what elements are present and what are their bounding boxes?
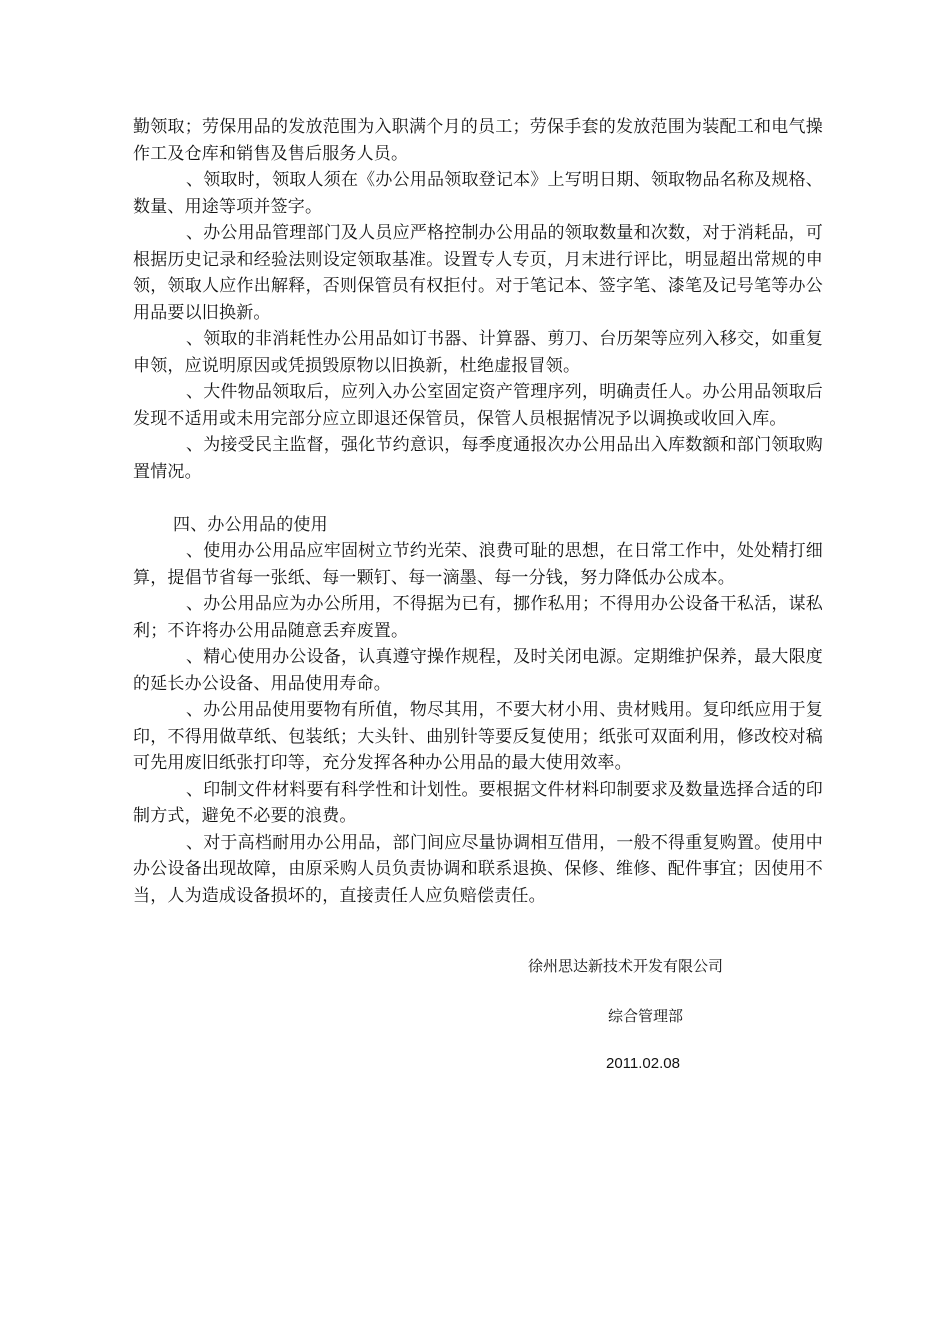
paragraph-usage-maintenance: 、精心使用办公设备，认真遵守操作规程，及时关闭电源。定期维护保养，最大限度的延长办公设备、用品使用寿命。 [133, 647, 823, 694]
paragraph-usage-office-only: 、办公用品应为办公所用，不得据为已有，挪作私用；不得用办公设备干私活，谋私利；不许将办公用品随意丢弃废置。 [133, 594, 823, 641]
paragraph-usage-efficiency: 、办公用品使用要物有所值，物尽其用，不要大材小用、贵材贱用。复印纸应用于复印，不得用做草纸、包装纸；大头针、曲别针等要反复使用；纸张可双面利用，修改校对稿可先用废旧纸张打印等，充分发挥各种办公用品的最大使用效率。 [133, 700, 823, 773]
paragraph-collection-registration: 、领取时，领取人须在《办公用品领取登记本》上写明日期、领取物品名称及规格、数量、用途等项并签字。 [133, 170, 823, 217]
section-heading-usage: 四、办公用品的使用 [173, 514, 328, 535]
signature-date: 2011.02.08 [606, 1055, 680, 1072]
signature-department: 综合管理部 [608, 1007, 684, 1025]
paragraph-labor-supplies-continued: 勤领取；劳保用品的发放范围为入职满个月的员工；劳保手套的发放范围为装配工和电气操作工及仓库和销售及售后服务人员。 [133, 117, 823, 164]
document-body [133, 114, 823, 909]
paragraph-non-consumables: 、领取的非消耗性办公用品如订书器、计算器、剪刀、台历架等应列入移交，如重复申领，应说明原因或凭损毁原物以旧换新，杜绝虚报冒领。 [133, 329, 823, 376]
signature-company: 徐州思达新技术开发有限公司 [528, 957, 724, 975]
paragraph-large-items: 、大件物品领取后，应列入办公室固定资产管理序列，明确责任人。办公用品领取后发现不适用或未用完部分应立即退还保管员，保管人员根据情况予以调换或收回入库。 [133, 382, 823, 429]
paragraph-usage-thrift: 、使用办公用品应牢固树立节约光荣、浪费可耻的思想，在日常工作中，处处精打细算，提倡节省每一张纸、每一颗钉、每一滴墨、每一分钱，努力降低办公成本。 [133, 541, 823, 588]
paragraph-collection-control: 、办公用品管理部门及人员应严格控制办公用品的领取数量和次数，对于消耗品，可根据历史记录和经验法则设定领取基准。设置专人专页，月末进行评比，明显超出常规的申领，领取人应作出解释，否则保管员有权拒付。对于笔记本、签字笔、漆笔及记号笔等办公用品要以旧换新。 [133, 223, 823, 323]
paragraph-usage-printing: 、印制文件材料要有科学性和计划性。要根据文件材料印制要求及数量选择合适的印制方式，避免不必要的浪费。 [133, 779, 823, 826]
paragraph-usage-high-end-items: 、对于高档耐用办公用品，部门间应尽量协调相互借用，一般不得重复购置。使用中办公设备出现故障，由原采购人员负责协调和联系退换、保修、维修、配件事宜；因使用不当，人为造成设备损坏的，直接责任人应负赔偿责任。 [133, 832, 823, 906]
paragraph-quarterly-report: 、为接受民主监督，强化节约意识，每季度通报次办公用品出入库数额和部门领取购置情况。 [133, 435, 823, 482]
